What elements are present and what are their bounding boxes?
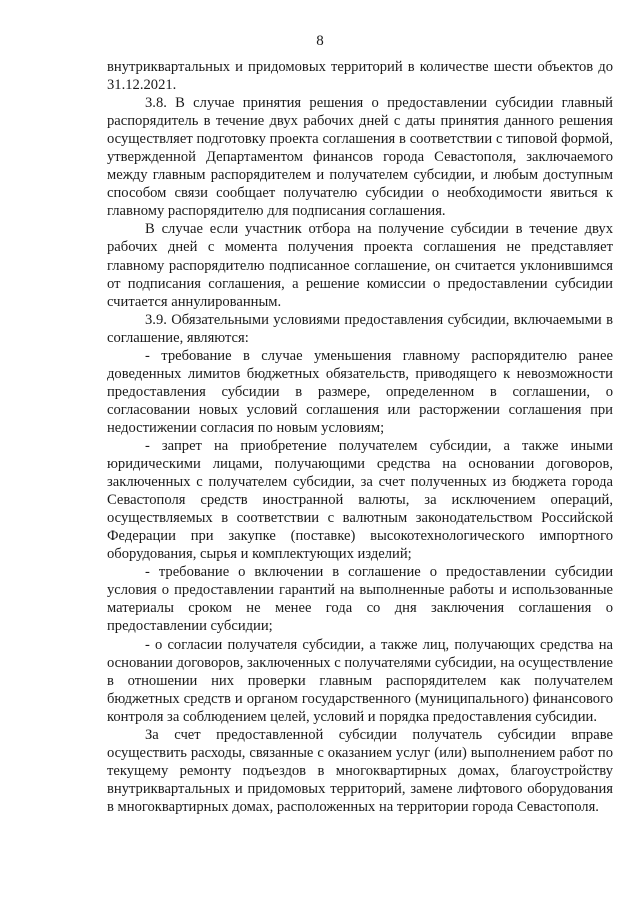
list-item-currency: - запрет на приобретение получателем субсидии, а также иными юридическими лицами, получающими средства на основании договоров, заключенных с получателем субсидии, за счет полученных из бюджета города Севастополя средств иностранной валюты, за исключением операций, осуществляемых в соответствии с валютным законодательством Российской Федерации при закупке (поставке) высокотехнологического импортного оборудования, сырья и комплектующих изделий; bbox=[107, 437, 613, 563]
paragraph-evasion: В случае если участник отбора на получение субсидии в течение двух рабочих дней с момента получения проекта соглашения не представляет главному распорядителю подписанное соглашение, он считается уклонившимся от подписания соглашения, а решение комиссии о предоставлении субсидии считается аннулированным. bbox=[107, 221, 613, 310]
list-item-consent: - о согласии получателя субсидии, а также лиц, получающих средства на основании договоров, заключенных с получателями субсидии, на осуществление в отношении них проверки главным распорядителем как получателем бюджетных средств и органом государственного (муниципального) финансового контроля за соблюдением целей, условий и порядка предоставления субсидии. bbox=[107, 636, 613, 725]
paragraph-continuation: внутриквартальных и придомовых территорий в количестве шести объектов до 31.12.2021. bbox=[107, 59, 613, 94]
document-body bbox=[107, 58, 613, 816]
paragraph-3-8: 3.8. В случае принятия решения о предоставлении субсидии главный распорядитель в течение двух рабочих дней с даты принятия данного решения осуществляет подготовку проекта соглашения в соответствии с типовой формой, утвержденной Департаментом финансов города Севастополя, заключаемого между главным распорядителем и получателем субсидии, и любым доступным способом связи сообщает получателю субсидии о необходимости явиться к главному распорядителю для подписания соглашения. bbox=[107, 95, 613, 220]
list-item-guarantees: - требование о включении в соглашение о предоставлении субсидии условия о предоставлении гарантий на выполненные работы и использованные материалы сроком не менее года со дня заключения соглашения о предоставлении субсидии; bbox=[107, 564, 613, 635]
list-item-limits: - требование в случае уменьшения главному распорядителю ранее доведенных лимитов бюджетных обязательств, приводящего к невозможности предоставления субсидии в размере, определенном в соглашении, о согласовании новых условий соглашения или расторжении соглашения при недостижении согласия по новым условиям; bbox=[107, 347, 613, 436]
paragraph-expenses: За счет предоставленной субсидии получатель субсидии вправе осуществить расходы, связанные с оказанием услуг (или) выполнением работ по текущему ремонту подъездов в многоквартирных домах, благоустройству внутриквартальных и придомовых территорий, замене лифтового оборудования в многоквартирных домах, расположенных на территории города Севастополя. bbox=[107, 726, 613, 815]
paragraph-3-9: 3.9. Обязательными условиями предоставления субсидии, включаемыми в соглашение, являются: bbox=[107, 311, 613, 346]
page-number: 8 bbox=[316, 33, 324, 49]
